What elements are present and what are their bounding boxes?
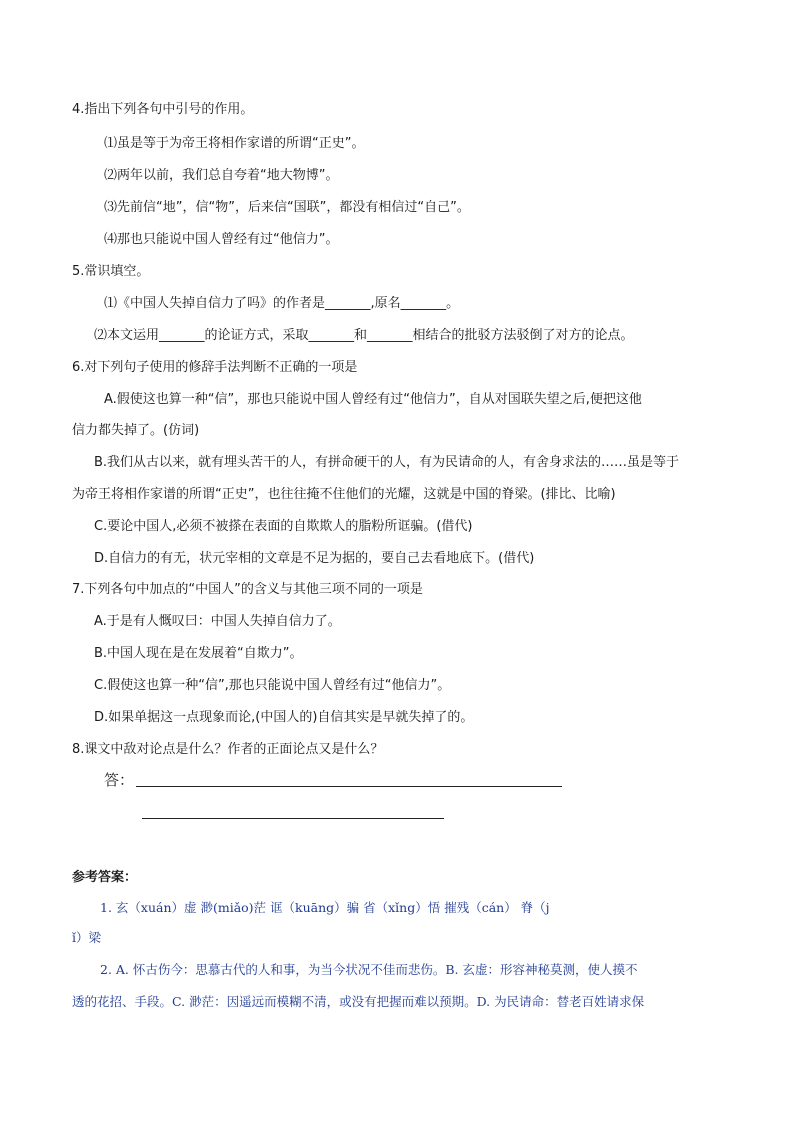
- question-4-item-1: ⑴虽是等于为帝王将相作家谱的所谓“正史”。: [104, 136, 365, 151]
- question-7-option-b: B.中国人现在是在发展着“自欺力”。: [94, 646, 303, 661]
- question-5-item-1: ⑴《中国人失掉自信力了吗》的作者是_______,原名_______。: [104, 296, 460, 311]
- question-6-option-c: C.要论中国人,必须不被搽在表面的自欺欺人的脂粉所诓骗。(借代): [94, 519, 473, 534]
- question-6-option-a: A.假使这也算一种“信”，那也只能说中国人曾经有过“他信力”，自从对国联失望之后,便把这他: [104, 392, 642, 407]
- answer-label: 答：: [104, 771, 135, 789]
- question-6-title: 6.对下列句子使用的修辞手法判断不正确的一项是: [72, 360, 358, 375]
- answer-1-line-1: 1. 玄（xuán）虚 渺(miǎo)茫 诓（kuāng）骗 省（xǐng）悟 摧残（cán） 脊（j: [100, 900, 550, 915]
- question-6-option-b-cont: 为帝王将相作家谱的所谓“正史”，也往往掩不住他们的光耀，这就是中国的脊梁。(排比、比喻): [72, 487, 616, 502]
- answer-line-2[interactable]: [142, 818, 444, 819]
- question-7-option-d: D.如果单据这一点现象而论,(中国人的)自信其实是早就失掉了的。: [94, 710, 474, 725]
- question-5-title: 5.常识填空。: [72, 264, 150, 279]
- question-7-title: 7.下列各句中加点的“中国人”的含义与其他三项不同的一项是: [72, 582, 423, 597]
- answer-2-line-1: 2. A. 怀古伤今：思慕古代的人和事，为当今状况不佳而悲伤。B. 玄虚：形容神秘莫测，使人摸不: [100, 962, 638, 977]
- question-6-option-b: B.我们从古以来，就有埋头苦干的人，有拼命硬干的人，有为民请命的人，有舍身求法的……虽是等于: [94, 455, 680, 470]
- question-4-item-2: ⑵两年以前，我们总自夸着“地大物博”。: [104, 168, 339, 183]
- question-7-option-c: C.假使这也算一种“信”,那也只能说中国人曾经有过“他信力”。: [94, 678, 451, 693]
- question-5-item-2: ⑵本文运用_______的论证方式，采取_______和_______相结合的批驳方法驳倒了对方的论点。: [94, 328, 634, 343]
- answer-2-line-2: 透的花招、手段。C. 渺茫：因遥远而模糊不清，或没有把握而难以预期。D. 为民请命：替老百姓请求保: [72, 994, 645, 1009]
- answer-1-line-2: ǐ）梁: [72, 930, 101, 945]
- question-4-item-4: ⑷那也只能说中国人曾经有过“他信力”。: [104, 232, 339, 247]
- answers-heading: 参考答案：: [72, 870, 138, 885]
- question-6-option-a-cont: 信力都失掉了。(仿词): [72, 423, 200, 438]
- answer-line-1[interactable]: [136, 786, 562, 787]
- question-4-item-3: ⑶先前信“地”，信“物”，后来信“国联”，都没有相信过“自己”。: [104, 200, 470, 215]
- question-8-title: 8.课文中敌对论点是什么？作者的正面论点又是什么？: [72, 742, 384, 757]
- question-6-option-d: D.自信力的有无，状元宰相的文章是不足为据的，要自己去看地底下。(借代): [94, 551, 535, 566]
- question-4-title: 4.指出下列各句中引号的作用。: [72, 102, 254, 117]
- question-7-option-a: A.于是有人慨叹曰：中国人失掉自信力了。: [94, 614, 341, 629]
